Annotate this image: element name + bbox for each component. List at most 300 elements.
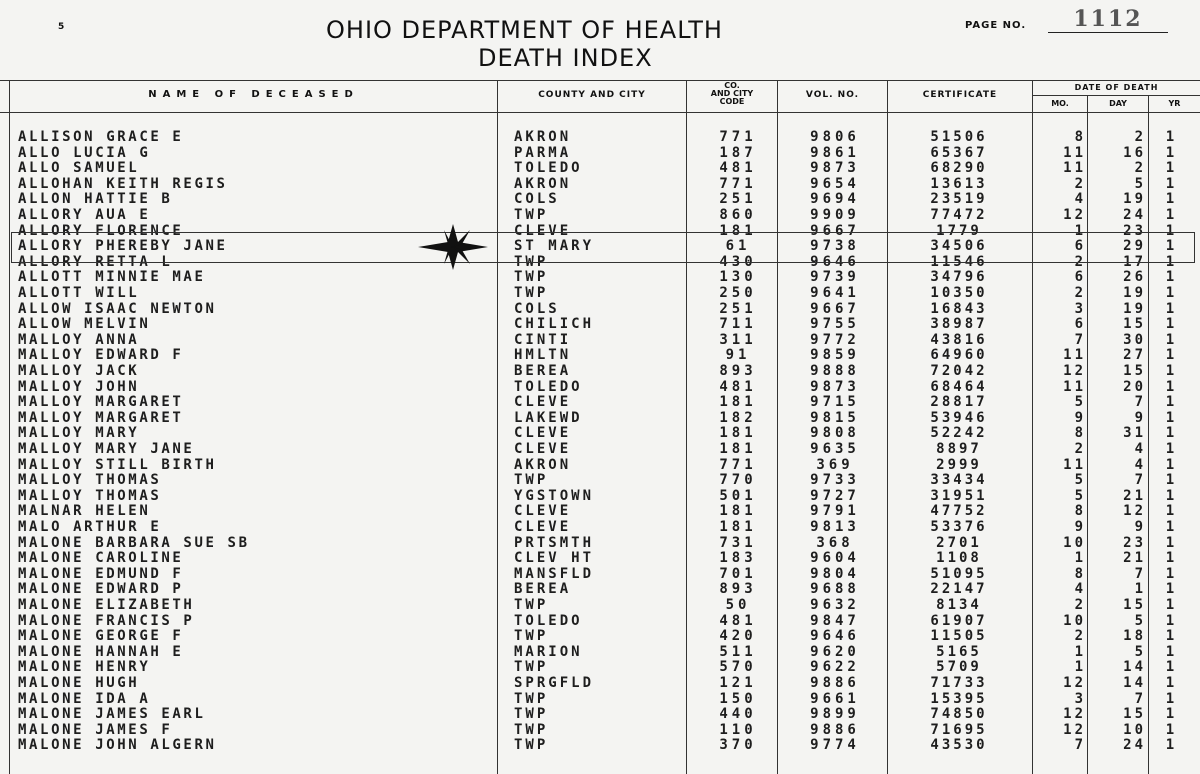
deceased-name: ALLO SAMUEL	[18, 161, 140, 177]
certificate-number: 34796	[930, 270, 988, 286]
death-month: 7	[1074, 738, 1086, 754]
death-month: 2	[1074, 286, 1086, 301]
death-year: 1	[1165, 691, 1175, 707]
death-day: 5	[1134, 613, 1146, 629]
county-city-code: 701	[719, 566, 757, 582]
county-city: AKRON	[514, 457, 572, 473]
county-city-code: 420	[719, 629, 757, 645]
county-city-code: 187	[719, 145, 757, 161]
volume-number: 9694	[810, 192, 860, 208]
volume-number: 9635	[810, 442, 860, 457]
deceased-name: MALLOY STILL BIRTH	[18, 457, 217, 473]
county-city-code: 181	[719, 395, 757, 411]
certificate-number: 61907	[930, 613, 988, 629]
death-year: 1	[1165, 566, 1175, 582]
certificate-number: 47752	[930, 504, 988, 520]
county-city: TWP	[514, 738, 549, 754]
certificate-number: 43816	[930, 332, 988, 348]
certificate-number: 74850	[930, 707, 988, 723]
deceased-name: ALLOTT MINNIE MAE	[18, 270, 206, 286]
volume-number: 9815	[810, 410, 860, 426]
volume-number: 9620	[810, 644, 860, 660]
deceased-name: MALO ARTHUR E	[18, 520, 162, 535]
death-month: 11	[1063, 379, 1086, 395]
highlighted-row-box	[11, 232, 1195, 263]
deceased-name: MALONE HENRY	[18, 660, 151, 676]
death-month: 12	[1063, 676, 1086, 691]
column-header-month: MO.	[1051, 99, 1069, 108]
death-month: 5	[1074, 395, 1086, 411]
deceased-name: ALLOHAN KEITH REGIS	[18, 176, 228, 192]
county-city: MARION	[514, 644, 583, 660]
death-year: 1	[1165, 504, 1175, 520]
death-day: 20	[1123, 379, 1146, 395]
county-city-code: 61	[725, 239, 751, 255]
death-day: 15	[1123, 317, 1146, 333]
death-day: 23	[1123, 223, 1146, 239]
certificate-number: 53946	[930, 410, 988, 426]
death-month: 9	[1074, 520, 1086, 535]
deceased-name: ALLORY RETTA L	[18, 254, 173, 270]
deceased-name: ALLOTT WILL	[18, 286, 140, 301]
death-year: 1	[1165, 707, 1175, 723]
death-day: 31	[1123, 426, 1146, 442]
volume-number: 9739	[810, 270, 860, 286]
certificate-number: 16843	[930, 301, 988, 317]
death-month: 3	[1074, 301, 1086, 317]
deceased-name: MALONE IDA A	[18, 691, 151, 707]
death-year: 1	[1165, 722, 1175, 738]
death-day: 19	[1123, 286, 1146, 301]
death-month: 10	[1063, 613, 1086, 629]
county-city: YGSTOWN	[514, 488, 595, 504]
certificate-number: 33434	[930, 473, 988, 489]
deceased-name: ALLOW MELVIN	[18, 317, 151, 333]
county-city: CLEVE	[514, 395, 572, 411]
county-city-code: 430	[719, 254, 757, 270]
death-day: 24	[1123, 208, 1146, 223]
deceased-name: MALLOY ANNA	[18, 332, 140, 348]
page-number: 1112	[1048, 6, 1168, 33]
volume-number: 9622	[810, 660, 860, 676]
county-city: CHILICH	[514, 317, 595, 333]
volume-number: 9727	[810, 488, 860, 504]
county-city-code: 893	[719, 582, 757, 598]
death-year: 1	[1165, 457, 1175, 473]
deceased-name: MALONE BARBARA SUE SB	[18, 535, 250, 551]
deceased-name: MALONE EDWARD P	[18, 582, 184, 598]
county-city-code: 711	[719, 317, 757, 333]
page-subtitle: DEATH INDEX	[478, 44, 653, 72]
deceased-name: MALONE HANNAH E	[18, 644, 184, 660]
volume-number: 9738	[810, 239, 860, 255]
county-city: TWP	[514, 254, 549, 270]
county-city: TWP	[514, 629, 549, 645]
death-month: 11	[1063, 145, 1086, 161]
county-city-code: 181	[719, 223, 757, 239]
county-city-code: 860	[719, 208, 757, 223]
volume-number: 9688	[810, 582, 860, 598]
certificate-number: 23519	[930, 192, 988, 208]
death-day: 5	[1134, 176, 1146, 192]
volume-number: 368	[816, 535, 854, 551]
death-day: 15	[1123, 598, 1146, 613]
county-city-code: 481	[719, 379, 757, 395]
column-header-code	[687, 82, 777, 106]
deceased-name: MALLOY MARY	[18, 426, 140, 442]
county-city-code: 181	[719, 504, 757, 520]
death-month: 6	[1074, 239, 1086, 255]
certificate-number: 11546	[930, 254, 988, 270]
death-day: 27	[1123, 348, 1146, 364]
death-year: 1	[1165, 660, 1175, 676]
death-year: 1	[1165, 286, 1175, 301]
header-top-rule	[0, 80, 1200, 81]
volume-number: 9715	[810, 395, 860, 411]
county-city-code: 370	[719, 738, 757, 754]
certificate-number: 64960	[930, 348, 988, 364]
county-city: TWP	[514, 598, 549, 613]
death-month: 4	[1074, 582, 1086, 598]
death-year: 1	[1165, 270, 1175, 286]
county-city-code: 182	[719, 410, 757, 426]
certificate-number: 5709	[936, 660, 982, 676]
deceased-name: ALLORY PHEREBY JANE	[18, 239, 228, 255]
county-city-code: 481	[719, 613, 757, 629]
death-year: 1	[1165, 629, 1175, 645]
county-city: TOLEDO	[514, 379, 583, 395]
county-city-code: 440	[719, 707, 757, 723]
deceased-name: MALNAR HELEN	[18, 504, 151, 520]
death-month: 9	[1074, 410, 1086, 426]
county-city-code: 183	[719, 551, 757, 567]
volume-number: 9909	[810, 208, 860, 223]
certificate-number: 72042	[930, 364, 988, 379]
column-header-name: NAME OF DECEASED	[148, 89, 359, 100]
county-city: AKRON	[514, 130, 572, 145]
death-year: 1	[1165, 348, 1175, 364]
death-month: 10	[1063, 535, 1086, 551]
certificate-number: 68464	[930, 379, 988, 395]
death-day: 1	[1134, 582, 1146, 598]
county-city: TOLEDO	[514, 613, 583, 629]
deceased-name: MALLOY MARY JANE	[18, 442, 195, 457]
county-city: TWP	[514, 270, 549, 286]
county-city: ST MARY	[514, 239, 595, 255]
volume-number: 9661	[810, 691, 860, 707]
deceased-name: MALONE EDMUND F	[18, 566, 184, 582]
certificate-number: 51506	[930, 130, 988, 145]
death-day: 7	[1134, 691, 1146, 707]
deceased-name: MALLOY THOMAS	[18, 473, 162, 489]
death-day: 12	[1123, 504, 1146, 520]
death-day: 24	[1123, 738, 1146, 754]
certificate-number: 71733	[930, 676, 988, 691]
certificate-number: 8134	[936, 598, 982, 613]
county-city: TWP	[514, 473, 549, 489]
death-month: 1	[1074, 644, 1086, 660]
deceased-name: MALLOY EDWARD F	[18, 348, 184, 364]
volume-number: 9888	[810, 364, 860, 379]
volume-number: 9667	[810, 301, 860, 317]
county-city-code: 731	[719, 535, 757, 551]
deceased-name: MALONE JAMES F	[18, 722, 173, 738]
death-year: 1	[1165, 379, 1175, 395]
deceased-name: MALONE JAMES EARL	[18, 707, 206, 723]
county-city-code: 251	[719, 192, 757, 208]
county-city: TWP	[514, 286, 549, 301]
deceased-name: MALLOY MARGARET	[18, 395, 184, 411]
deceased-name: ALLO LUCIA G	[18, 145, 151, 161]
deceased-name: ALLON HATTIE B	[18, 192, 173, 208]
volume-number: 9733	[810, 473, 860, 489]
death-day: 15	[1123, 707, 1146, 723]
certificate-number: 38987	[930, 317, 988, 333]
column-header-date-of-death: DATE OF DEATH	[1074, 83, 1159, 92]
county-city: CLEVE	[514, 426, 572, 442]
death-day: 18	[1123, 629, 1146, 645]
volume-number: 9873	[810, 379, 860, 395]
volume-number: 9808	[810, 426, 860, 442]
volume-number: 9804	[810, 566, 860, 582]
county-city: LAKEWD	[514, 410, 583, 426]
death-month: 2	[1074, 598, 1086, 613]
county-city-code: 121	[719, 676, 757, 691]
death-month: 5	[1074, 473, 1086, 489]
county-city: SPRGFLD	[514, 676, 595, 691]
volume-number: 369	[816, 457, 854, 473]
county-city: TWP	[514, 707, 549, 723]
death-year: 1	[1165, 738, 1175, 754]
deceased-name: MALONE GEORGE F	[18, 629, 184, 645]
volume-number: 9806	[810, 130, 860, 145]
county-city-code: 150	[719, 691, 757, 707]
death-year: 1	[1165, 410, 1175, 426]
deceased-name: MALLOY MARGARET	[18, 410, 184, 426]
death-day: 17	[1123, 254, 1146, 270]
death-day: 5	[1134, 644, 1146, 660]
county-city: AKRON	[514, 176, 572, 192]
death-year: 1	[1165, 161, 1175, 177]
certificate-number: 71695	[930, 722, 988, 738]
volume-number: 9641	[810, 286, 860, 301]
code-header-line-2: AND CITY	[710, 89, 754, 98]
county-city: CLEV HT	[514, 551, 595, 567]
death-day: 7	[1134, 566, 1146, 582]
death-year: 1	[1165, 395, 1175, 411]
deceased-name: MALONE HUGH	[18, 676, 140, 691]
death-year: 1	[1165, 301, 1175, 317]
death-year: 1	[1165, 176, 1175, 192]
deceased-name: MALONE CAROLINE	[18, 551, 184, 567]
volume-number: 9667	[810, 223, 860, 239]
county-city-code: 110	[719, 722, 757, 738]
death-month: 2	[1074, 176, 1086, 192]
deceased-name: MALLOY JOHN	[18, 379, 140, 395]
volume-number: 9813	[810, 520, 860, 535]
death-month: 12	[1063, 364, 1086, 379]
death-day: 10	[1123, 722, 1146, 738]
death-day: 14	[1123, 676, 1146, 691]
county-city-code: 311	[719, 332, 757, 348]
county-city-code: 181	[719, 426, 757, 442]
certificate-number: 28817	[930, 395, 988, 411]
column-header-day: DAY	[1109, 99, 1127, 108]
death-year: 1	[1165, 426, 1175, 442]
death-day: 21	[1123, 488, 1146, 504]
death-month: 12	[1063, 208, 1086, 223]
deceased-name: ALLISON GRACE E	[18, 130, 184, 145]
county-city-code: 570	[719, 660, 757, 676]
code-header-line-1: CO.	[724, 81, 740, 90]
county-city: TWP	[514, 691, 549, 707]
county-city: COLS	[514, 301, 560, 317]
certificate-number: 51095	[930, 566, 988, 582]
certificate-number: 15395	[930, 691, 988, 707]
death-month: 8	[1074, 426, 1086, 442]
date-group-rule	[1033, 95, 1200, 96]
death-year: 1	[1165, 520, 1175, 535]
death-year: 1	[1165, 551, 1175, 567]
death-day: 4	[1134, 442, 1146, 457]
death-day: 4	[1134, 457, 1146, 473]
death-day: 7	[1134, 473, 1146, 489]
death-day: 29	[1123, 239, 1146, 255]
death-month: 2	[1074, 254, 1086, 270]
volume-number: 9873	[810, 161, 860, 177]
volume-number: 9861	[810, 145, 860, 161]
death-month: 12	[1063, 722, 1086, 738]
deceased-name: MALLOY JACK	[18, 364, 140, 379]
death-day: 26	[1123, 270, 1146, 286]
death-month: 2	[1074, 629, 1086, 645]
certificate-number: 43530	[930, 738, 988, 754]
death-month: 7	[1074, 332, 1086, 348]
death-month: 8	[1074, 130, 1086, 145]
county-city-code: 130	[719, 270, 757, 286]
column-divider	[9, 80, 10, 774]
county-city-code: 511	[719, 644, 757, 660]
death-day: 15	[1123, 364, 1146, 379]
volume-number: 9772	[810, 332, 860, 348]
death-day: 21	[1123, 551, 1146, 567]
death-month: 11	[1063, 348, 1086, 364]
certificate-number: 22147	[930, 582, 988, 598]
death-year: 1	[1165, 332, 1175, 348]
volume-number: 9774	[810, 738, 860, 754]
death-day: 2	[1134, 161, 1146, 177]
certificate-number: 8897	[936, 442, 982, 457]
county-city-code: 181	[719, 520, 757, 535]
certificate-number: 11505	[930, 629, 988, 645]
header-bottom-rule	[0, 112, 1200, 113]
death-year: 1	[1165, 145, 1175, 161]
county-city: CINTI	[514, 332, 572, 348]
county-city-code: 50	[725, 598, 751, 613]
county-city-code: 893	[719, 364, 757, 379]
deceased-name: MALONE ELIZABETH	[18, 598, 195, 613]
death-day: 19	[1123, 301, 1146, 317]
county-city-code: 501	[719, 488, 757, 504]
death-year: 1	[1165, 473, 1175, 489]
certificate-number: 2999	[936, 457, 982, 473]
volume-number: 9604	[810, 551, 860, 567]
death-month: 6	[1074, 270, 1086, 286]
death-month: 8	[1074, 504, 1086, 520]
county-city: COLS	[514, 192, 560, 208]
volume-number: 9654	[810, 176, 860, 192]
deceased-name: MALONE FRANCIS P	[18, 613, 195, 629]
death-year: 1	[1165, 208, 1175, 223]
death-month: 5	[1074, 488, 1086, 504]
death-month: 11	[1063, 457, 1086, 473]
county-city: TWP	[514, 660, 549, 676]
death-month: 4	[1074, 192, 1086, 208]
county-city: CLEVE	[514, 504, 572, 520]
death-year: 1	[1165, 598, 1175, 613]
county-city: CLEVE	[514, 223, 572, 239]
county-city-code: 481	[719, 161, 757, 177]
volume-number: 9755	[810, 317, 860, 333]
county-city-code: 181	[719, 442, 757, 457]
death-year: 1	[1165, 130, 1175, 145]
code-header-line-3: CODE	[719, 97, 745, 106]
death-year: 1	[1165, 254, 1175, 270]
certificate-number: 65367	[930, 145, 988, 161]
county-city-code: 250	[719, 286, 757, 301]
death-month: 3	[1074, 691, 1086, 707]
death-year: 1	[1165, 317, 1175, 333]
county-city: MANSFLD	[514, 566, 595, 582]
death-day: 7	[1134, 395, 1146, 411]
volume-number: 9632	[810, 598, 860, 613]
county-city: PARMA	[514, 145, 572, 161]
county-city-code: 251	[719, 301, 757, 317]
death-day: 14	[1123, 660, 1146, 676]
death-year: 1	[1165, 582, 1175, 598]
deceased-name: ALLORY FLORENCE	[18, 223, 184, 239]
county-city: BEREA	[514, 582, 572, 598]
deceased-name: MALLOY THOMAS	[18, 488, 162, 504]
county-city: PRTSMTH	[514, 535, 595, 551]
county-city: BEREA	[514, 364, 572, 379]
star-icon	[418, 224, 488, 270]
death-month: 1	[1074, 223, 1086, 239]
county-city: CLEVE	[514, 442, 572, 457]
county-city: HMLTN	[514, 348, 572, 364]
county-city-code: 771	[719, 130, 757, 145]
death-year: 1	[1165, 223, 1175, 239]
death-year: 1	[1165, 488, 1175, 504]
volume-number: 9886	[810, 722, 860, 738]
volume-number: 9791	[810, 504, 860, 520]
column-header-county: COUNTY AND CITY	[538, 90, 646, 100]
deceased-name: ALLORY AUA E	[18, 208, 151, 223]
death-year: 1	[1165, 644, 1175, 660]
volume-number: 9886	[810, 676, 860, 691]
certificate-number: 52242	[930, 426, 988, 442]
page-title: OHIO DEPARTMENT OF HEALTH	[326, 16, 723, 44]
certificate-number: 1779	[936, 223, 982, 239]
county-city-code: 91	[725, 348, 751, 364]
death-day: 9	[1134, 520, 1146, 535]
death-year: 1	[1165, 613, 1175, 629]
death-month: 1	[1074, 551, 1086, 567]
death-month: 6	[1074, 317, 1086, 333]
certificate-number: 31951	[930, 488, 988, 504]
certificate-number: 53376	[930, 520, 988, 535]
volume-number: 9859	[810, 348, 860, 364]
